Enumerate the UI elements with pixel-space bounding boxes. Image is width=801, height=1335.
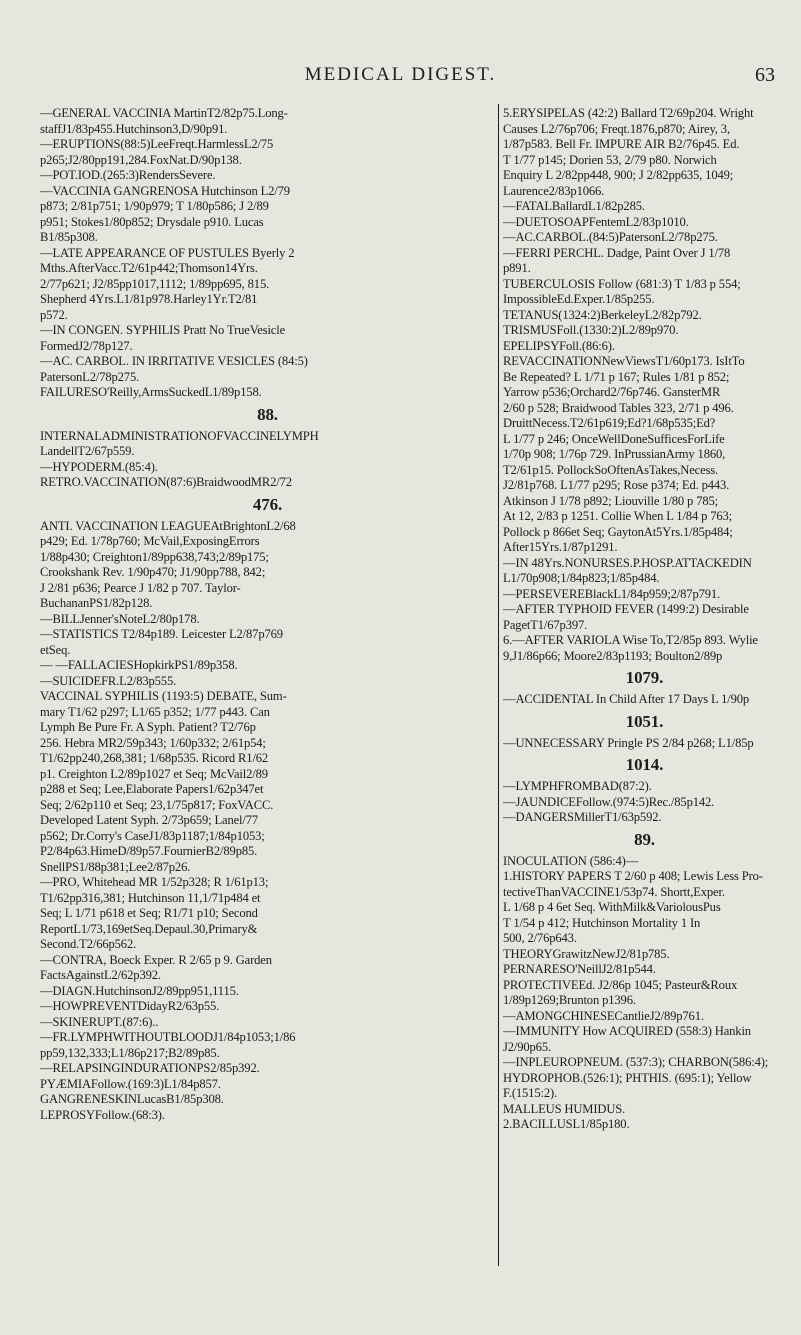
index-line: T 1/54 p 412; Hutchinson Mortality 1 In: [503, 915, 701, 930]
index-line: Yarrow p536;Orchard2/76p746. GansterMR: [503, 385, 721, 399]
page-number: 63: [755, 64, 775, 86]
index-line: —HOWPREVENTDidayR2/63p55.: [40, 999, 220, 1013]
index-line: MALLEUS HUMIDUS.: [503, 1101, 626, 1116]
index-line: mary T1/62 p297; L1/65 p352; 1/77 p443. Can: [40, 704, 270, 719]
index-line: Developed Latent Syph. 2/73p659; Lanel/77: [40, 813, 259, 827]
index-line: Mths.AfterVacc.T2/61p442;Thomson14Yrs.: [40, 261, 258, 275]
index-line: 1/87p583. Bell Fr. IMPURE AIR B2/76p45. Ed.: [503, 137, 740, 151]
index-line: ReportL1/73,169etSeq.Depaul.30,Primary&: [40, 921, 258, 936]
index-line: LEPROSYFollow.(68:3).: [40, 1107, 165, 1122]
index-line: p562; Dr.Corry's CaseJ1/83p1187;1/84p1053;: [40, 828, 265, 843]
index-line: —POT.IOD.(265:3)RendersSevere.: [40, 168, 216, 182]
index-line: —DANGERSMillerT1/63p592.: [503, 810, 662, 824]
index-line: PERNARESO'NeillJ2/81p544.: [503, 962, 656, 976]
index-line: —AC.CARBOL.(84:5)PatersonL2/78p275.: [503, 230, 718, 244]
index-line: 500, 2/76p643.: [503, 931, 577, 945]
index-line: —RELAPSINGINDURATIONPS2/85p392.: [40, 1061, 260, 1075]
index-line: staffJ1/83p455.Hutchinson3,D/90p91.: [40, 121, 228, 136]
index-line: 1051.: [625, 711, 664, 731]
index-line: T1/62pp240,268,381; 1/68p535. Ricord R1/62: [40, 751, 269, 765]
index-line: 6.—AFTER VARIOLA Wise To,T2/85p 893. Wylie: [503, 633, 758, 647]
index-line: After15Yrs.1/87p1291.: [503, 540, 618, 554]
left-column: [40, 106, 495, 1123]
index-line: p891.: [503, 261, 531, 275]
index-line: —LYMPHFROMBAD(87:2).: [503, 779, 652, 793]
index-line: Laurence2/83p1066.: [503, 183, 605, 198]
index-line: 1079.: [625, 668, 664, 687]
index-line: 9,J1/86p66; Moore2/83p1193; Boulton2/89p: [503, 648, 723, 663]
index-line: FAILURESO'Reilly,ArmsSuckedL1/89p158.: [40, 385, 262, 399]
index-line: 2/77p621; J2/85pp1017,1112; 1/89pp695, 815.: [40, 276, 270, 291]
index-line: T1/62pp316,381; Hutchinson 11,1/71p484 et: [40, 890, 261, 905]
index-line: 1.HISTORY PAPERS T 2/60 p 408; Lewis Less Pro-: [503, 869, 763, 883]
index-line: p1. Creighton L2/89p1027 et Seq; McVail2/89: [40, 766, 268, 781]
index-line: PYÆMIAFollow.(169:3)L1/84p857.: [40, 1076, 221, 1091]
index-line: GANGRENESKINLucasB1/85p308.: [40, 1092, 224, 1106]
index-line: —AC. CARBOL. IN IRRITATIVE VESICLES (84:5): [40, 354, 308, 368]
index-line: Pollock p 866et Seq; GaytonAt5Yrs.1/85p484;: [503, 524, 733, 539]
index-line: 1/89p1269;Brunton p1396.: [503, 993, 636, 1007]
index-line: F.(1515:2).: [503, 1086, 558, 1100]
index-line: —IN 48Yrs.NONURSES.P.HOSP.ATTACKEDIN: [503, 555, 752, 570]
index-line: Lymph Be Pure Fr. A Syph. Patient? T2/76p: [40, 720, 256, 734]
index-line: —FR.LYMPHWITHOUTBLOODJ1/84p1053;1/86: [40, 1030, 296, 1044]
index-line: 476.: [252, 494, 283, 514]
index-line: L 1/68 p 4 6et Seq. WithMilk&VariolousPus: [503, 900, 721, 914]
index-line: —AMONGCHINESECantlieJ2/89p761.: [503, 1008, 704, 1023]
index-line: 2.BACILLUSL1/85p180.: [503, 1117, 630, 1131]
index-line: —FATALBallardL1/82p285.: [503, 199, 645, 213]
index-line: J2/90p65.: [503, 1039, 551, 1054]
index-line: tectiveThanVACCINE1/53p74. Shortt,Exper.: [503, 884, 725, 899]
index-line: —FERRI PERCHL. Dadge, Paint Over J 1/78: [503, 245, 731, 260]
index-line: Enquiry L 2/82pp448, 900; J 2/82pp635, 1049;: [503, 168, 734, 182]
index-line: REVACCINATIONNewViewsT1/60p173. IsItTo: [503, 354, 745, 368]
index-line: —HYPODERM.(85:4).: [40, 459, 158, 474]
index-line: PagetT1/67p397.: [503, 617, 588, 632]
index-line: —PERSEVEREBlackL1/84p959;2/87p791.: [503, 586, 721, 601]
index-line: VACCINAL SYPHILIS (1193:5) DEBATE, Sum-: [40, 689, 287, 703]
index-line: p429; Ed. 1/78p760; McVail,ExposingErrors: [40, 534, 260, 548]
index-line: —SUICIDEFR.L2/83p555.: [40, 673, 177, 688]
page-header: [0, 64, 801, 94]
index-line: Seq; L 1/71 p618 et Seq; R1/71 p10; Second: [40, 906, 258, 920]
index-line: BuchananPS1/82p128.: [40, 596, 153, 610]
index-line: L1/70p908;1/84p823;1/85p484.: [503, 571, 660, 585]
index-line: —ACCIDENTAL In Child After 17 Days L 1/90p: [503, 692, 750, 706]
index-line: TRISMUSFoll.(1330:2)L2/89p970.: [503, 323, 679, 337]
index-line: T 1/77 p145; Dorien 53, 2/79 p80. Norwich: [503, 152, 717, 167]
right-column: [503, 106, 786, 1133]
index-line: p265;J2/80pp191,284.FoxNat.D/90p138.: [40, 152, 242, 167]
index-line: J 2/81 p636; Pearce J 1/82 p 707. Taylor-: [40, 580, 241, 595]
index-line: INTERNALADMINISTRATIONOFVACCINELYMPH: [40, 428, 319, 443]
index-line: Crookshank Rev. 1/90p470; J1/90pp788, 842;: [40, 565, 266, 579]
index-line: pp59,132,333;L1/86p217;B2/89p85.: [40, 1045, 220, 1060]
index-line: —GENERAL VACCINIA MartinT2/82p75.Long-: [40, 106, 288, 120]
index-line: J2/81p768. L1/77 p295; Rose p374; Ed. p443.: [503, 478, 730, 492]
index-line: L 1/77 p 246; OnceWellDoneSufficesForLife: [503, 431, 725, 446]
index-line: B1/85p308.: [40, 230, 98, 244]
index-line: —SKINERUPT.(87:6)..: [40, 1014, 159, 1029]
index-line: p873; 2/81p751; 1/90p979; T 1/80p586; J 2/89: [40, 199, 269, 213]
index-line: Atkinson J 1/78 p892; Liouville 1/80 p 785;: [503, 493, 718, 508]
index-line: SnellPS1/88p381;Lee2/87p26.: [40, 859, 191, 874]
index-line: THEORYGrawitzNewJ2/81p785.: [503, 946, 670, 961]
index-line: 1/70p 908; 1/76p 729. InPrussianArmy 1860,: [503, 447, 726, 461]
index-line: RETRO.VACCINATION(87:6)BraidwoodMR2/72: [40, 475, 292, 489]
index-line: —BILLJenner'sNoteL2/80p178.: [40, 611, 200, 626]
index-line: —IMMUNITY How ACQUIRED (558:3) Hankin: [503, 1024, 751, 1038]
index-line: 256. Hebra MR2/59p343; 1/60p332; 2/61p54;: [40, 735, 266, 750]
index-line: P2/84p63.HimeD/89p57.FournierB2/89p85.: [40, 844, 258, 858]
index-line: p572.: [40, 307, 68, 322]
index-line: 5.ERYSIPELAS (42:2) Ballard T2/69p204. Wright: [503, 106, 754, 120]
index-line: —CONTRA, Boeck Exper. R 2/65 p 9. Garden: [40, 952, 272, 967]
index-line: 2/60 p 528; Braidwood Tables 323, 2/71 p 496.: [503, 400, 734, 415]
index-line: —PRO, Whitehead MR 1/52p328; R 1/61p13;: [40, 875, 269, 889]
index-line: —VACCINIA GANGRENOSA Hutchinson L2/79: [40, 183, 290, 198]
index-line: INOCULATION (586:4)—: [503, 853, 639, 868]
index-line: p951; Stokes1/80p852; Drysdale p910. Lucas: [40, 214, 264, 229]
index-line: FactsAgainstL2/62p392.: [40, 968, 161, 982]
index-line: —UNNECESSARY Pringle PS 2/84 p268; L1/85p: [503, 735, 754, 750]
index-line: Causes L2/76p706; Freqt.1876,p870; Airey, 3,: [503, 121, 730, 136]
index-line: —JAUNDICEFollow.(974:5)Rec./85p142.: [503, 794, 715, 809]
index-line: At 12, 2/83 p 1251. Collie When L 1/84 p 763;: [503, 509, 733, 523]
index-line: HYDROPHOB.(526:1); PHTHIS. (695:1); Yellow: [503, 1070, 752, 1085]
index-line: Shepherd 4Yrs.L1/81p978.Harley1Yr.T2/81: [40, 292, 258, 306]
index-line: PatersonL2/78p275.: [40, 369, 140, 384]
index-line: —IN CONGEN. SYPHILIS Pratt No TrueVesicle: [40, 323, 286, 337]
index-line: —LATE APPEARANCE OF PUSTULES Byerly 2: [40, 245, 295, 260]
index-line: FormedJ2/78p127.: [40, 338, 133, 353]
index-line: PROTECTIVEEd. J2/86p 1045; Pasteur&Roux: [503, 977, 738, 992]
index-line: 88.: [257, 404, 278, 424]
index-line: ANTI. VACCINATION LEAGUEAtBrightonL2/68: [40, 518, 296, 533]
index-line: ImpossibleEd.Exper.1/85p255.: [503, 292, 655, 306]
index-line: EPELIPSYFoll.(86:6).: [503, 338, 615, 353]
index-line: —INPLEUROPNEUM. (537:3); CHARBON(586:4);: [503, 1055, 769, 1069]
index-line: TUBERCULOSIS Follow (681:3) T 1/83 p 554;: [503, 276, 741, 291]
index-line: —STATISTICS T2/84p189. Leicester L2/87p769: [40, 627, 283, 641]
index-line: p288 et Seq; Lee,Elaborate Papers1/62p347et: [40, 782, 264, 796]
index-line: TETANUS(1324:2)BerkeleyL2/82p792.: [503, 307, 702, 322]
index-line: —AFTER TYPHOID FEVER (1499:2) Desirable: [503, 602, 749, 616]
index-line: —DIAGN.HutchinsonJ2/89pp951,1115.: [40, 983, 239, 998]
index-line: LandellT2/67p559.: [40, 444, 135, 458]
index-line: 1014.: [625, 755, 664, 774]
index-line: —ERUPTIONS(88:5)LeeFreqt.HarmlessL2/75: [40, 137, 274, 151]
index-line: Second.T2/66p562.: [40, 937, 137, 951]
index-line: etSeq.: [40, 642, 71, 657]
index-line: —DUETOSOAPFentemL2/83p1010.: [503, 214, 689, 229]
index-line: — —FALLACIESHopkirkPS1/89p358.: [40, 658, 238, 672]
index-line: Seq; 2/62p110 et Seq; 23,1/75p817; FoxVACC.: [40, 797, 274, 812]
index-line: T2/61p15. PollockSoOftenAsTakes,Necess.: [503, 462, 719, 477]
index-line: 1/88p430; Creighton1/89pp638,743;2/89p175;: [40, 549, 269, 564]
column-divider: [498, 104, 499, 1266]
index-line: Be Repeated? L 1/71 p 167; Rules 1/81 p 852;: [503, 369, 730, 384]
running-title: MEDICAL DIGEST.: [304, 64, 497, 85]
index-line: 89.: [634, 829, 655, 849]
index-line: DruittNecess.T2/61p619;Ed?1/68p535;Ed?: [503, 416, 716, 430]
